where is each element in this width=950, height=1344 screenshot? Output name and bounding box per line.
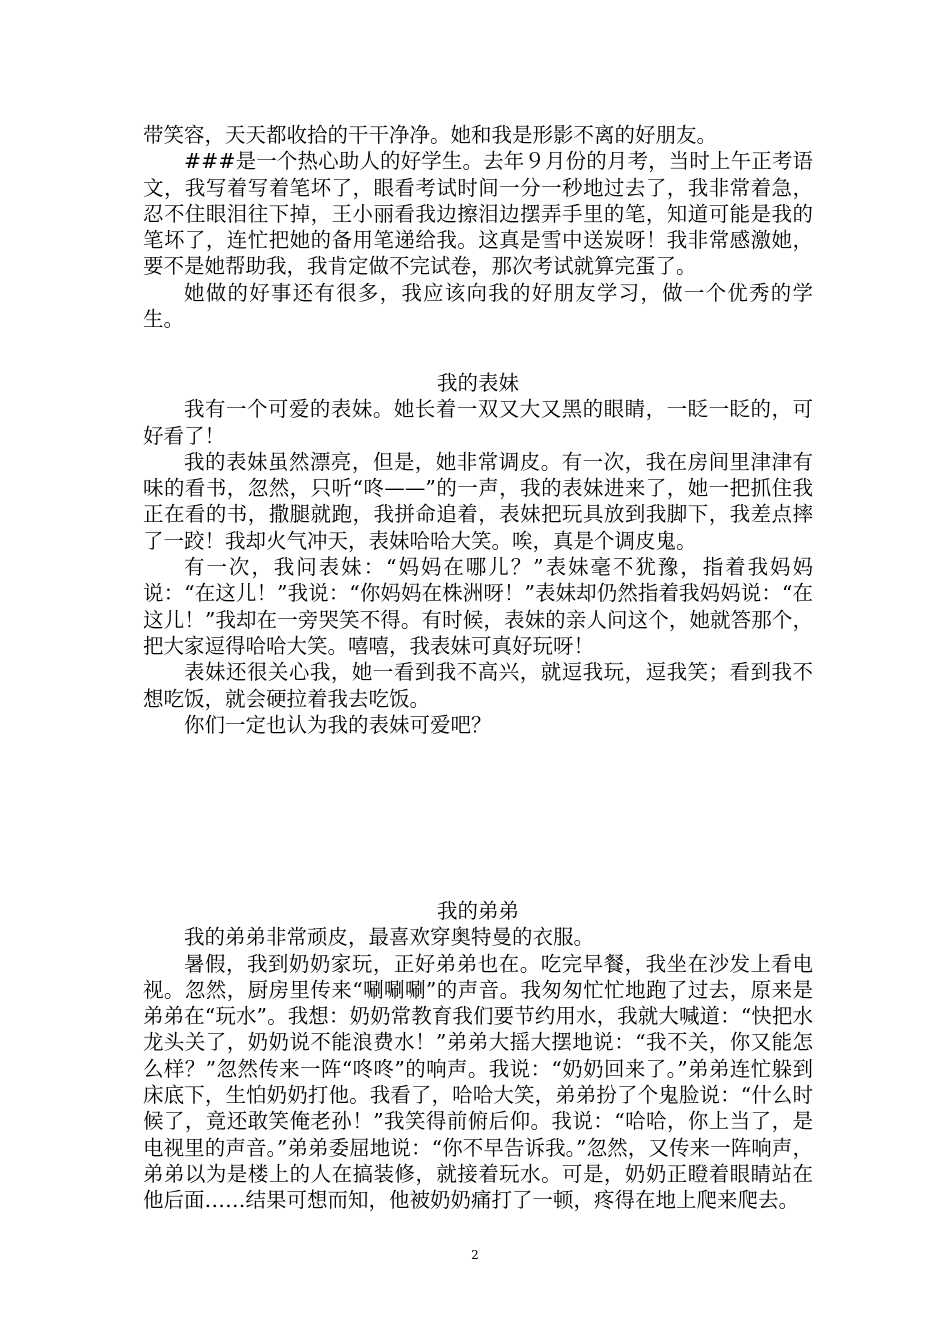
paragraph: 我有一个可爱的表妹。她长着一双又大又黑的眼睛，一眨一眨的，可好看了！: [143, 397, 813, 448]
paragraph: 暑假，我到奶奶家玩，正好弟弟也在。吃完早餐，我坐在沙发上看电视。忽然，厨房里传来“唰唰唰”的声音。我匆匆忙忙地跑了过去，原来是弟弟在“玩水”。我想：奶奶常教育我们要节约用水，我就大喊道：“快把水龙头关了，奶奶说不能浪费水！”弟弟大摇大摆地说：“我不关，你又能怎么样？”忽然传来一阵“咚咚”的响声。我说：“奶奶回来了。”弟弟连忙躲到床底下，生怕奶奶打他。我看了，哈哈大笑，弟弟扮了个鬼脸说：“什么时候了，竟还敢笑俺老孙！”我笑得前俯后仰。我说：“哈哈，你上当了，是电视里的声音。”弟弟委屈地说：“你不早告诉我。”忽然，又传来一阵响声，弟弟以为是楼上的人在搞装修，就接着玩水。可是，奶奶正瞪着眼睛站在他后面……结果可想而知，他被奶奶痛打了一顿，疼得在地上爬来爬去。: [143, 951, 813, 1213]
essay-title: 我的弟弟: [437, 899, 519, 923]
paragraph: 表妹还很关心我，她一看到我不高兴，就逗我玩，逗我笑；看到我不想吃饭，就会硬拉着我去吃饭。: [143, 660, 813, 711]
paragraph: 她做的好事还有很多，我应该向我的好朋友学习，做一个优秀的学生。: [143, 280, 813, 332]
paragraph: 带笑容，天天都收拾的干干净净。她和我是形影不离的好朋友。: [143, 123, 717, 147]
paragraph: ###是一个热心助人的好学生。去年９月份的月考，当时上午正考语文，我写着写着笔坏了，眼看考试时间一分一秒地过去了，我非常着急，忍不住眼泪往下掉，王小丽看我边擦泪边摆弄手里的笔，知道可能是我的笔坏了，连忙把她的备用笔递给我。这真是雪中送炭呀！我非常感激她，要不是她帮助我，我肯定做不完试卷，那次考试就算完蛋了。: [143, 149, 813, 279]
essay-my-cousin: [143, 370, 813, 738]
essay-continuation: [143, 122, 813, 332]
paragraph: 你们一定也认为我的表妹可爱吧？: [184, 712, 492, 737]
essay-title: 我的表妹: [437, 371, 519, 395]
paragraph: 有一次，我问表妹：“妈妈在哪儿？”表妹毫不犹豫，指着我妈妈说：“在这儿！”我说：“你妈妈在株洲呀！”表妹却仍然指着我妈妈说：“在这儿！”我却在一旁哭笑不得。有时候，表妹的亲人问这个，她就答那个，把大家逗得哈哈大笑。嘻嘻，我表妹可真好玩呀！: [143, 555, 813, 658]
page-number: 2: [471, 1248, 479, 1262]
essay-my-brother: [143, 898, 813, 1214]
paragraph: 我的表妹虽然漂亮，但是，她非常调皮。有一次，我在房间里津津有味的看书，忽然，只听“咚——”的一声，我的表妹进来了，她一把抓住我正在看的书，撒腿就跑，我拼命追着，表妹把玩具放到我脚下，我差点摔了一跤！我却火气冲天，表妹哈哈大笑。唉，真是个调皮鬼。: [143, 449, 813, 553]
paragraph: 我的弟弟非常顽皮，最喜欢穿奥特曼的衣服。: [184, 925, 594, 950]
